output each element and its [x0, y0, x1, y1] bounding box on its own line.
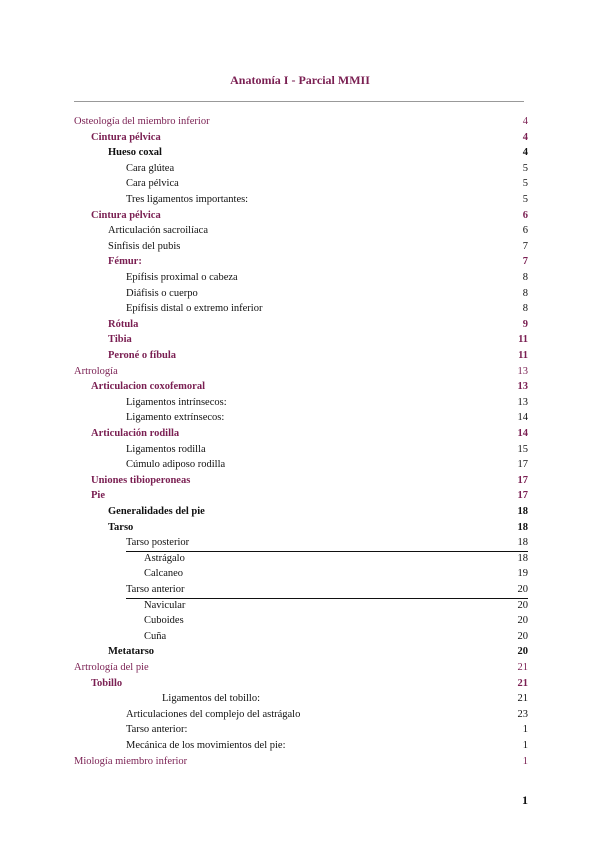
toc-entry-page: 1	[522, 755, 528, 767]
toc-entry-label: Tarso posterior	[126, 537, 190, 549]
toc-entry-label: Pie	[91, 490, 105, 502]
toc-entry-page: 18	[517, 521, 528, 533]
toc-entry[interactable]	[108, 223, 528, 239]
toc-entry[interactable]	[144, 551, 528, 567]
toc-entry-label: Miología miembro inferior	[74, 755, 188, 767]
toc-entry[interactable]	[126, 582, 528, 599]
toc-entry[interactable]	[108, 317, 528, 333]
toc-entry[interactable]	[126, 442, 528, 458]
toc-entry-page: 4	[522, 131, 528, 143]
toc-entry[interactable]	[108, 239, 528, 255]
toc-entry-page: 9	[522, 318, 528, 330]
toc-entry-page: 14	[517, 412, 528, 424]
toc-entry-label: Tarso	[108, 521, 134, 533]
toc-entry[interactable]	[126, 270, 528, 286]
toc-entry-page: 13	[517, 365, 528, 377]
toc-entry-page: 5	[522, 178, 528, 190]
toc-entry-label: Cuña	[144, 630, 167, 642]
toc-entry-page: 13	[517, 396, 528, 408]
toc-entry-label: Cara pélvica	[126, 178, 179, 190]
toc-entry-label: Epífisis distal o extremo inferior	[126, 303, 263, 315]
toc-entry[interactable]	[91, 379, 528, 395]
toc-entry-label: Articulaciones del complejo del astrágalo	[126, 708, 301, 720]
toc-entry-label: Ligamentos rodilla	[126, 443, 206, 455]
toc-entry-page: 8	[522, 303, 528, 315]
toc-entry-page: 11	[518, 334, 528, 346]
toc-entry-page: 20	[517, 630, 528, 642]
toc-entry[interactable]	[91, 488, 528, 504]
toc-entry[interactable]	[144, 598, 528, 614]
toc-entry[interactable]	[126, 457, 528, 473]
toc-entry[interactable]	[144, 566, 528, 582]
toc-entry-page: 20	[517, 646, 528, 658]
toc-entry-label: Tarso anterior	[126, 584, 185, 595]
toc-entry-page: 4	[522, 116, 528, 127]
toc-entry-label: Epífisis proximal o cabeza	[126, 272, 238, 283]
toc-entry[interactable]	[74, 114, 528, 130]
toc-entry-label: Generalidades del pie	[108, 506, 205, 517]
toc-entry[interactable]	[108, 504, 528, 520]
toc-entry-page: 14	[517, 428, 528, 439]
toc-entry-label: Cintura pélvica	[91, 209, 161, 221]
toc-entry-page: 5	[522, 162, 528, 174]
toc-entry-page: 17	[517, 459, 528, 471]
toc-entry[interactable]	[162, 691, 528, 707]
toc-entry-page: 8	[522, 272, 528, 283]
toc-entry-label: Diáfisis o cuerpo	[126, 287, 198, 299]
toc-entry-label: Cara glútea	[126, 162, 175, 174]
toc-entry-page: 21	[517, 677, 528, 689]
toc-entry-page: 8	[522, 287, 528, 299]
toc-entry[interactable]	[126, 192, 528, 208]
toc-entry-label: Ligamento extrínsecos:	[126, 412, 225, 424]
toc-entry[interactable]	[108, 332, 528, 348]
toc-entry-label: Tarso anterior:	[126, 724, 188, 736]
toc-entry[interactable]	[144, 629, 528, 645]
toc-entry-page: 17	[517, 490, 528, 502]
toc-entry[interactable]	[91, 208, 528, 224]
toc-entry[interactable]	[74, 364, 528, 380]
toc-entry-label: Articulación sacroilíaca	[108, 225, 208, 237]
toc-entry-page: 17	[517, 474, 528, 486]
toc-entry-label: Artrología	[74, 365, 118, 377]
toc-entry-page: 4	[522, 147, 528, 159]
toc-entry-page: 20	[517, 584, 528, 595]
toc-entry-label: Ligamentos intrínsecos:	[126, 396, 227, 408]
toc-entry-page: 7	[522, 240, 528, 252]
toc-entry-label: Calcaneo	[144, 568, 184, 580]
toc-entry-label: Sínfisis del pubis	[108, 240, 181, 252]
toc-entry-page: 21	[517, 662, 528, 673]
toc-entry[interactable]	[91, 676, 528, 692]
toc-entry-page: 15	[517, 443, 528, 455]
toc-entry[interactable]	[126, 301, 528, 317]
toc-entry-page: 6	[522, 209, 528, 221]
toc-entry-label: Ligamentos del tobillo:	[162, 693, 260, 705]
toc-entry-page: 18	[517, 506, 528, 517]
toc-entry[interactable]	[108, 520, 528, 536]
toc-entry-label: Metatarso	[108, 646, 155, 658]
toc-entry-label: Tibia	[108, 334, 132, 346]
toc-entry-label: Rótula	[108, 318, 139, 330]
toc-entry[interactable]	[108, 145, 528, 161]
toc-entry[interactable]	[91, 426, 528, 442]
toc-entry-page: 13	[517, 381, 528, 393]
toc-entry-page: 18	[517, 552, 528, 564]
title-divider	[74, 101, 524, 102]
toc-entry[interactable]	[108, 644, 528, 660]
toc-entry[interactable]	[108, 254, 528, 270]
toc-entry-page: 1	[522, 740, 528, 751]
toc-entry-label: Articulación rodilla	[91, 428, 180, 439]
toc-entry[interactable]	[126, 738, 528, 754]
toc-entry[interactable]	[126, 176, 528, 192]
toc-entry-label: Artrología del pie	[74, 662, 149, 673]
toc-entry[interactable]	[91, 473, 528, 489]
toc-entry-page: 20	[517, 599, 528, 611]
toc-entry[interactable]	[126, 707, 528, 723]
toc-entry[interactable]	[144, 613, 528, 629]
toc-entry-label: Peroné o fíbula	[108, 350, 177, 361]
toc-entry-page: 7	[522, 256, 528, 268]
page-number: 1	[522, 793, 528, 807]
toc-entry[interactable]	[91, 130, 528, 146]
toc-entry[interactable]	[108, 348, 528, 364]
toc-entry[interactable]	[126, 410, 528, 426]
toc-entry[interactable]	[126, 722, 528, 738]
toc-entry-page: 18	[517, 537, 528, 549]
toc-entry-label: Tres ligamentos importantes:	[126, 194, 249, 205]
toc-entry-page: 6	[522, 225, 528, 237]
toc-entry-page: 11	[518, 350, 528, 361]
toc-entry-label: Cúmulo adiposo rodilla	[126, 459, 226, 471]
toc-entry-label: Cuboides	[144, 615, 184, 627]
toc-entry-label: Uniones tibioperoneas	[91, 474, 191, 486]
toc-entry-label: Astrágalo	[144, 552, 185, 564]
toc-entry-label: Cintura pélvica	[91, 131, 161, 143]
toc-entry-label: Osteología del miembro inferior	[74, 116, 210, 127]
toc-entry-label: Hueso coxal	[108, 147, 162, 159]
toc-entry-label: Tobillo	[91, 677, 123, 689]
toc-entry[interactable]	[74, 660, 528, 676]
toc-entry[interactable]	[126, 535, 528, 552]
document-title: Anatomía I - Parcial MMII	[230, 73, 370, 87]
toc-entry-label: Fémur:	[108, 256, 142, 268]
toc-entry[interactable]	[126, 161, 528, 177]
toc-entry-page: 5	[522, 194, 528, 205]
toc-entry-label: Articulacion coxofemoral	[91, 381, 206, 393]
toc-entry-label: Mecánica de los movimientos del pie:	[126, 740, 286, 751]
toc-entry-page: 21	[517, 693, 528, 705]
toc-entry[interactable]	[126, 286, 528, 302]
toc-entry-page: 20	[517, 615, 528, 627]
toc-entry-label: Navicular	[144, 599, 186, 611]
toc-entry[interactable]	[74, 754, 528, 770]
toc-entry-page: 23	[517, 708, 528, 720]
toc-entry[interactable]	[126, 395, 528, 411]
toc-entry-page: 19	[517, 568, 528, 580]
toc-entry-page: 1	[522, 724, 528, 736]
